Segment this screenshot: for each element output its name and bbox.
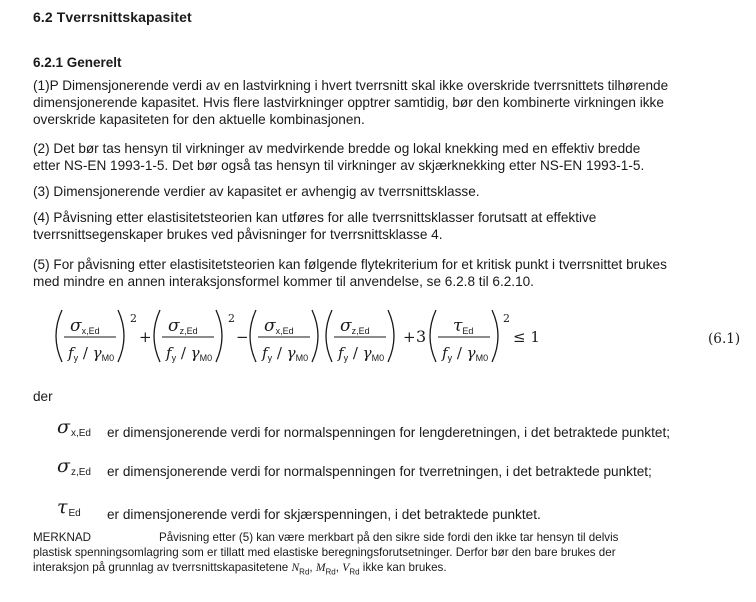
- paragraph-4: [33, 209, 748, 243]
- subsection-title: 6.2.1 Generelt: [33, 55, 122, 70]
- gamma-subscript: M0: [101, 353, 115, 363]
- denominator: [67, 344, 114, 363]
- where-label: der: [33, 389, 53, 404]
- paragraph-line: etter NS-EN 1993-1-5. Det bør også tas hensyn til virkninger av skjærknekking etter NS-EN 1993-1-5.: [33, 158, 645, 173]
- section-title: 6.2 Tverrsnittskapasitet: [33, 9, 192, 25]
- svg-text:fy / γM0: $f_y / \gamma_{M0}$: [166, 344, 213, 363]
- paragraph-5: [33, 256, 748, 290]
- plus-operator: +: [403, 328, 416, 346]
- definition-text: er dimensjonerende verdi for skjærspenningen, i det betraktede punktet.: [107, 507, 541, 522]
- left-paren: [250, 310, 256, 362]
- denominator: [165, 344, 212, 363]
- definition-symbol: $\sigma_{z,Ed}$: [57, 455, 91, 478]
- fy-subscript: y: [343, 353, 349, 363]
- right-paren: [492, 310, 498, 362]
- note-block: [33, 530, 748, 579]
- sigma-subscript: z,Ed: [351, 326, 370, 336]
- paragraph-line: med mindre en annen interaksjonsformel kommer til anvendelse, se 6.2.8 til 6.2.10.: [33, 274, 534, 289]
- paragraph-line: (1)P Dimensjonerende verdi av en lastvirkning i hvert tverrsnitt skal ikke overskride tverrsnittets tilhørende: [33, 78, 669, 93]
- equation-number: (6.1): [708, 331, 741, 347]
- paragraph-1: [33, 77, 748, 128]
- tau-subscript: Ed: [462, 326, 474, 336]
- gamma-subscript: M0: [475, 353, 489, 363]
- left-paren: [56, 310, 62, 362]
- paragraph-line: overskride kapasiteten for den aktuelle kombinasjonen.: [33, 112, 365, 127]
- yield-criterion-formula: [0, 300, 756, 380]
- rhs-inequality: ≤ 1: [513, 328, 540, 346]
- right-paren: [312, 310, 318, 362]
- svg-text:fy / γM0: $f_y / \gamma_{M0}$: [442, 344, 489, 363]
- tau-symbol: τEd: [453, 316, 474, 336]
- minus-operator: −: [236, 328, 249, 346]
- sigma-subscript: x,Ed: [275, 326, 294, 336]
- right-paren: [216, 310, 222, 362]
- plus-operator: +: [139, 328, 152, 346]
- svg-text:fy / γM0: $f_y / \gamma_{M0}$: [68, 344, 115, 363]
- paragraph-line: (3) Dimensjonerende verdier av kapasitet er avhengig av tverrsnittsklasse.: [33, 184, 480, 199]
- svg-text:fy / γM0: $f_y / \gamma_{M0}$: [338, 344, 385, 363]
- paragraph-line: (4) Påvisning etter elastisitetsteorien kan utføres for alle tverrsnittsklasser forutsatt at effektive: [33, 210, 597, 225]
- paragraph-2: [33, 140, 748, 174]
- sigma-symbol: σz,Ed: [168, 316, 198, 336]
- paragraph-3: [33, 183, 748, 200]
- exponent: 2: [130, 312, 137, 325]
- gamma-subscript: M0: [199, 353, 213, 363]
- note-label: MERKNAD: [33, 531, 91, 544]
- fy-subscript: y: [447, 353, 453, 363]
- svg-text:fy / γM0: $f_y / \gamma_{M0}$: [262, 344, 309, 363]
- sigma-subscript: x,Ed: [81, 326, 100, 336]
- fy-subscript: y: [267, 353, 273, 363]
- denominator: [261, 344, 308, 363]
- gamma-subscript: M0: [371, 353, 385, 363]
- fy-subscript: y: [73, 353, 79, 363]
- fy-subscript: y: [171, 353, 177, 363]
- right-paren: [388, 310, 394, 362]
- definition-symbol: $\tau_{Ed}$: [57, 496, 81, 519]
- note-line: interaksjon på grunnlag av tverrsnittskapasitetene $N_{Rd}$, $M_{Rd}$, $V_{Rd}$ ikke kan brukes.: [33, 561, 447, 577]
- denominator: [337, 344, 384, 363]
- left-paren: [430, 310, 436, 362]
- left-paren: [154, 310, 160, 362]
- sigma-symbol: σz,Ed: [340, 316, 370, 336]
- definition-text: er dimensjonerende verdi for normalspenningen for tverretningen, i det betraktede punktet;: [107, 464, 652, 479]
- note-line: [33, 530, 748, 545]
- coefficient: 3: [416, 327, 427, 346]
- sigma-subscript: z,Ed: [179, 326, 198, 336]
- sigma-symbol: σx,Ed: [70, 316, 100, 336]
- exponent: 2: [228, 312, 235, 325]
- note-text: Påvisning etter (5) kan være merkbart på den sikre side fordi den ikke tar hensyn til delvis: [159, 531, 619, 544]
- sigma-symbol: σx,Ed: [264, 316, 294, 336]
- right-paren: [118, 310, 124, 362]
- gamma-subscript: M0: [295, 353, 309, 363]
- left-paren: [326, 310, 332, 362]
- note-line: plastisk spenningsomlagring som er tillatt med elastiske beregningsforutsetninger. Derfor bør den bare brukes der: [33, 546, 616, 559]
- paragraph-line: tverrsnittsegenskaper brukes ved påvisninger for tverrsnittsklasse 4.: [33, 227, 443, 242]
- paragraph-line: (5) For påvisning etter elastisitetsteorien kan følgende flytekriterium for et kritisk punkt i tverrsnittet brukes: [33, 257, 667, 272]
- definition-text: er dimensjonerende verdi for normalspenningen for lengderetningen, i det betraktede punktet;: [107, 425, 670, 440]
- exponent: 2: [503, 312, 510, 325]
- paragraph-line: dimensjonerende kapasitet. Hvis flere lastvirkninger opptrer samtidig, bør den kombinerte virkningen ikke: [33, 95, 664, 110]
- denominator: [441, 344, 488, 363]
- paragraph-line: (2) Det bør tas hensyn til virkninger av medvirkende bredde og lokal knekking med en effektiv bredde: [33, 141, 641, 156]
- definition-symbol: $\sigma_{x,Ed}$: [57, 416, 91, 439]
